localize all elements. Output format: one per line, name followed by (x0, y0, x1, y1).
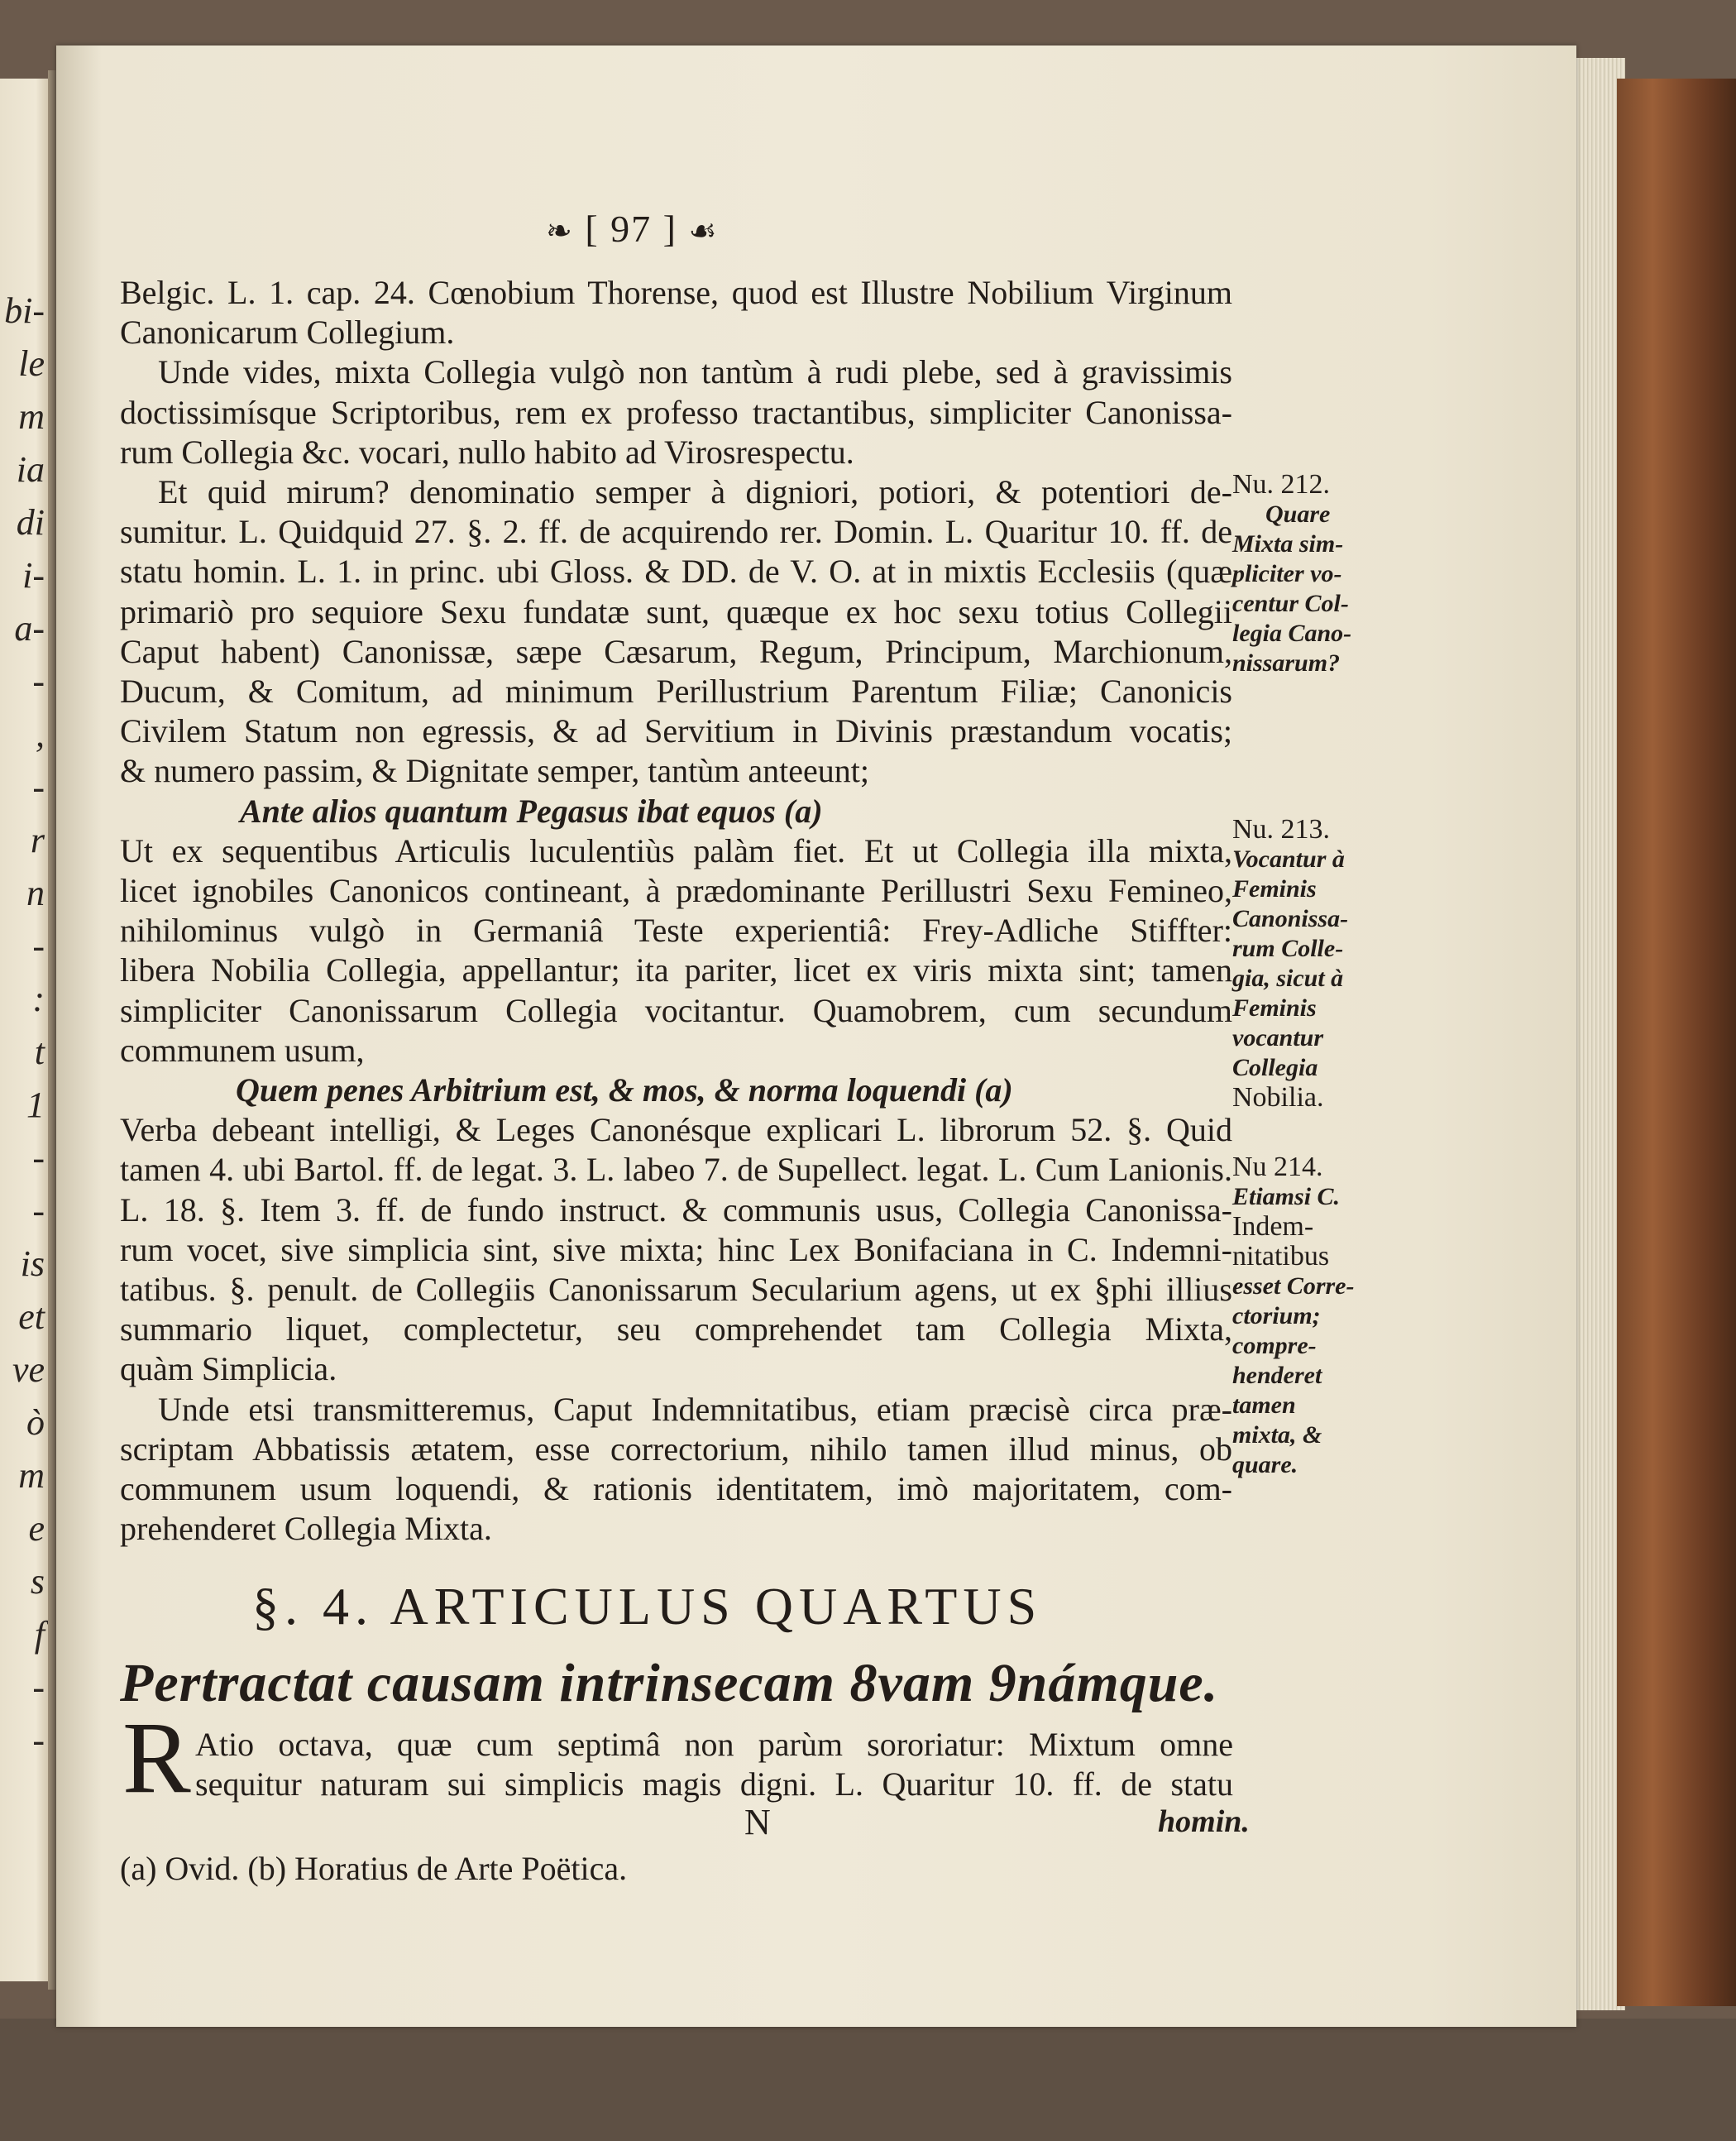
ornament-right-icon: ☙ (688, 214, 719, 249)
margin-note-line: nissarum? (1232, 649, 1341, 677)
facing-page-text-fragment: - (32, 1667, 45, 1708)
margin-note-line: Etiamsi C. (1232, 1183, 1341, 1210)
text-line: Verba debeant intelligi, & Leges Canonésque explicari L. librorum 52. §. Quid (120, 1111, 1232, 1149)
facing-page-text-fragment: - (32, 1720, 45, 1760)
margin-note-line: compre- (1232, 1332, 1317, 1359)
page-number: [ 97 ] (585, 208, 677, 250)
margin-note-number: Nu. 212. (1232, 469, 1331, 500)
margin-note-line: quare. (1232, 1451, 1298, 1478)
margin-note-line: Mixta sim- (1232, 530, 1344, 558)
margin-note-line: pliciter vo- (1232, 560, 1342, 587)
section-text (195, 1725, 1233, 1804)
margin-note-line: Canonissa- (1232, 905, 1349, 932)
text-line: tamen 4. ubi Bartol. ff. de legat. 3. L. labeo 7. de Supellect. legat. L. Cum Lanionis. (120, 1151, 1232, 1189)
facing-page-text-fragment: m (18, 396, 45, 437)
facing-page-text-fragment: ve (12, 1349, 45, 1390)
margin-note-212 (1232, 470, 1381, 678)
facing-page-fragment (0, 79, 51, 1981)
facing-page-text-fragment: t (34, 1032, 45, 1072)
text-line: statu homin. L. 1. in princ. ubi Gloss. & DD. de V. O. at in mixtis Ecclesiis (quæ (120, 553, 1232, 591)
facing-page-text-fragment: 1 (26, 1085, 45, 1125)
signature-mark: N (744, 1802, 771, 1842)
margin-note-line: esset Corre- (1232, 1272, 1355, 1300)
ornament-left-icon: ❧ (546, 214, 574, 249)
facing-page-text-fragment: m (18, 1455, 45, 1496)
main-text (120, 273, 1232, 1549)
text-line: licet ignobiles Canonicos contineant, à prædominante Perillustri Sexu Femineo, (120, 872, 1232, 910)
facing-page-text-fragment: - (32, 926, 45, 966)
text-line: Ducum, & Comitum, ad minimum Perillustrium Parentum Filiæ; Canonicis (120, 673, 1232, 711)
margin-note-line: Feminis (1232, 875, 1317, 903)
margin-note-line: mixta, & (1232, 1421, 1322, 1449)
facing-page-text-fragment: r (30, 820, 45, 860)
text-line: Belgic. L. 1. cap. 24. Cœnobium Thorense, quod est Illustre Nobilium Virginum (120, 274, 1232, 311)
facing-page-text-fragment: di (16, 502, 45, 543)
margin-note-line: nitatibus (1232, 1241, 1330, 1272)
facing-page-text-fragment: bi- (4, 290, 45, 331)
text-line: Et quid mirum? denominatio semper à digniori, potiori, & potentiori de- (158, 473, 1232, 511)
margin-note-line: rum Colle- (1232, 935, 1344, 962)
facing-page-text-fragment: , (36, 714, 45, 754)
facing-page-text-fragment: - (32, 767, 45, 807)
section-heading: §. 4. ARTICULUS QUARTUS (252, 1577, 1043, 1636)
facing-page-text-fragment: i- (22, 555, 45, 596)
facing-page-text-fragment: n (26, 873, 45, 913)
text-line: communem usum, (120, 1031, 365, 1069)
margin-note-214 (1232, 1152, 1381, 1480)
text-line: sumitur. L. Quidquid 27. §. 2. ff. de acquirendo rer. Domin. L. Quaritur 10. ff. de (120, 513, 1232, 551)
facing-page-text-fragment: f (34, 1614, 45, 1655)
text-line: rum Collegia &c. vocari, nullo habito ad Virosrespectu. (120, 433, 854, 471)
margin-note-line: tamen (1232, 1391, 1296, 1419)
margin-note-line: Indem- (1232, 1211, 1314, 1242)
text-line: Unde vides, mixta Collegia vulgò non tantùm à rudi plebe, sed à gravissimis (158, 353, 1232, 391)
text-line: rum vocet, sive simplicia sint, sive mixta; hinc Lex Bonifaciana in C. Indemni- (120, 1230, 1232, 1268)
footnote: (a) Ovid. (b) Horatius de Arte Poëtica. (120, 1850, 628, 1887)
facing-page-text-fragment: : (32, 979, 45, 1019)
text-line: prehenderet Collegia Mixta. (120, 1510, 492, 1548)
margin-note-line: vocantur (1232, 1024, 1324, 1051)
text-line: quàm Simplicia. (120, 1350, 337, 1388)
margin-note-line: Feminis (1232, 994, 1317, 1022)
margin-note-line: henderet (1232, 1362, 1322, 1389)
text-line: & numero passim, & Dignitate semper, tantùm anteeunt; (120, 752, 869, 790)
facing-page-text-fragment: a- (14, 608, 45, 649)
catchword: homin. (1158, 1804, 1250, 1839)
background-bottom (0, 2019, 1736, 2141)
text-line: simpliciter Canonissarum Collegia vocitantur. Quamobrem, cum secundum (120, 991, 1232, 1029)
facing-page-text-fragment: is (20, 1243, 45, 1284)
margin-note-line: Quare (1265, 501, 1331, 528)
text-line: tatibus. §. penult. de Collegiis Canonissarum Secularium agens, ut ex §phi illius (120, 1271, 1232, 1309)
margin-note-line: ctorium; (1232, 1302, 1321, 1329)
facing-page-text-fragment: e (28, 1508, 45, 1549)
text-line: summario liquet, complectetur, seu comprehendet tam Collegia Mixta, (120, 1310, 1232, 1348)
text-line: libera Nobilia Collegia, appellantur; ita pariter, licet ex viris mixta sint; tamen (120, 951, 1232, 989)
verse-quote: Quem penes Arbitrium est, & mos, & norma loquendi (a) (236, 1071, 1013, 1109)
facing-page-text-fragment: s (30, 1561, 45, 1602)
margin-note-line: gia, sicut à (1232, 965, 1344, 992)
margin-note-213 (1232, 815, 1381, 1113)
text-line: Caput habent) Canonissæ, sæpe Cæsarum, Regum, Principum, Marchionum, (120, 632, 1232, 670)
text-line: communem usum loquendi, & rationis identitatem, imò majoritatem, com- (120, 1470, 1232, 1508)
text-line: Canonicarum Collegium. (120, 314, 455, 352)
text-line: sequitur naturam sui simplicis magis digni. L. Quaritur 10. ff. de statu (195, 1765, 1233, 1803)
margin-note-line: Vocantur à (1232, 845, 1345, 873)
facing-page-text-fragment: - (32, 661, 45, 702)
facing-page-text-fragment: - (32, 1190, 45, 1231)
text-line: primariò pro sequiore Sexu fundatæ sunt, quæque ex hoc sexu totius Collegii (120, 592, 1232, 630)
margin-note-number: Nu. 213. (1232, 814, 1331, 845)
facing-page-text-fragment: le (18, 343, 45, 384)
section-subheading: Pertractat causam intrinsecam 8vam 9námque. (120, 1653, 1219, 1713)
margin-note-line: Nobilia. (1232, 1082, 1324, 1113)
facing-page-text-fragment: - (32, 1138, 45, 1178)
verse-quote: Ante alios quantum Pegasus ibat equos (a) (240, 792, 823, 830)
facing-page-text-fragment: ia (16, 449, 45, 490)
book-cover-edge (1617, 79, 1736, 2006)
text-line: doctissimísque Scriptoribus, rem ex professo tractantibus, simpliciter Canonissa- (120, 393, 1232, 431)
text-line: Unde etsi transmitteremus, Caput Indemnitatibus, etiam præcisè circa præ- (158, 1390, 1232, 1428)
text-line: L. 18. §. Item 3. ff. de fundo instruct. & communis usus, Collegia Canonissa- (120, 1190, 1232, 1229)
page-header (546, 207, 719, 251)
margin-note-number: Nu 214. (1232, 1152, 1323, 1182)
margin-note-line: centur Col- (1232, 590, 1349, 617)
margin-note-line: legia Cano- (1232, 620, 1352, 647)
text-line: nihilominus vulgò in Germaniâ Teste experientiâ: Frey-Adliche Stiffter: (120, 912, 1232, 950)
facing-page-text-fragment: et (18, 1296, 45, 1337)
margin-note-line: Collegia (1232, 1054, 1318, 1081)
text-line: Atio octava, quæ cum septimâ non parùm sororiatur: Mixtum omne (195, 1726, 1233, 1763)
drop-capital: R (122, 1701, 191, 1814)
text-line: Ut ex sequentibus Articulis luculentiùs palàm fiet. Et ut Collegia illa mixta, (120, 831, 1232, 869)
facing-page-text-fragment: ò (26, 1402, 45, 1443)
text-line: scriptam Abbatissis ætatem, esse correctorium, nihilo tamen illud minus, ob (120, 1430, 1232, 1468)
text-line: Civilem Statum non egressis, & ad Servitium in Divinis præstandum vocatis; (120, 712, 1232, 750)
